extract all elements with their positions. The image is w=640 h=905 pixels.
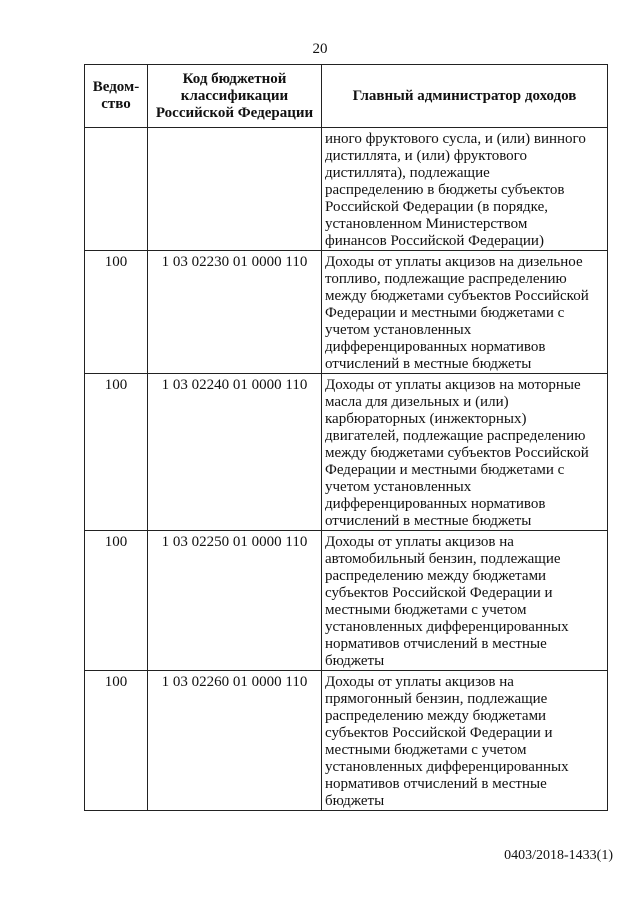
table-row (85, 531, 608, 671)
budget-code-cell: 1 03 02260 01 0000 110 (148, 671, 322, 811)
description-line: местными бюджетами с учетом (325, 602, 527, 618)
table-header-row (85, 65, 608, 128)
description-line: Доходы от уплаты акцизов на дизельное (325, 254, 583, 270)
description-line: дистиллята), подлежащие (325, 165, 490, 181)
description-line: автомобильный бензин, подлежащие (325, 551, 561, 567)
description-cell (322, 531, 608, 671)
description-line: распределению в бюджеты субъектов (325, 182, 565, 198)
description-line: иного фруктового сусла, и (или) винного (325, 131, 586, 147)
table-row (85, 374, 608, 531)
description-line: Российской Федерации (в порядке, (325, 199, 548, 215)
description-line: между бюджетами субъектов Российской (325, 445, 589, 461)
description-line: нормативов отчислений в местные (325, 776, 547, 792)
header-revenue-administrator (322, 65, 608, 128)
description-line: установленных дифференцированных (325, 759, 569, 775)
description-line: субъектов Российской Федерации и (325, 585, 553, 601)
description-line: распределению между бюджетами (325, 568, 547, 584)
description-line: бюджеты (325, 653, 385, 669)
table-row (85, 251, 608, 374)
description-line: масла для дизельных и (или) (325, 394, 509, 410)
description-line: дифференцированных нормативов (325, 496, 546, 512)
header-budget-code-line: классификации (180, 87, 289, 104)
header-budget-code (148, 65, 322, 128)
description-line: распределению между бюджетами (325, 708, 547, 724)
description-cell (322, 671, 608, 811)
description-line: местными бюджетами с учетом (325, 742, 527, 758)
description-line: Федерации и местными бюджетами с (325, 305, 565, 321)
header-budget-code-line: Код бюджетной (182, 70, 287, 87)
header-budget-code-line: Российской Федерации (155, 104, 314, 121)
description-line: топливо, подлежащие распределению (325, 271, 567, 287)
header-department (85, 65, 148, 128)
description-line: Федерации и местными бюджетами с (325, 462, 565, 478)
description-line: карбюраторных (инжекторных) (325, 411, 527, 427)
description-cell (322, 374, 608, 531)
page-number: 20 (312, 41, 328, 57)
description-line: дифференцированных нормативов (325, 339, 546, 355)
budget-classification-table (84, 64, 608, 811)
description-line: учетом установленных (325, 479, 472, 495)
header-revenue-administrator-line: Главный администратор доходов (352, 87, 577, 104)
description-line: нормативов отчислений в местные (325, 636, 547, 652)
description-line: дистиллята, и (или) фруктового (325, 148, 527, 164)
description-line: отчислений в местные бюджеты (325, 356, 532, 372)
description-cell (322, 128, 608, 251)
department-cell: 100 (85, 671, 148, 811)
header-department-line: ство (101, 96, 131, 112)
description-line: финансов Российской Федерации) (325, 233, 544, 249)
budget-code-cell: 1 03 02250 01 0000 110 (148, 531, 322, 671)
description-line: отчислений в местные бюджеты (325, 513, 532, 529)
budget-code-cell: 1 03 02240 01 0000 110 (148, 374, 322, 531)
description-line: прямогонный бензин, подлежащие (325, 691, 548, 707)
table-row (85, 671, 608, 811)
description-line: двигателей, подлежащие распределению (325, 428, 586, 444)
department-cell (85, 128, 148, 251)
department-cell: 100 (85, 374, 148, 531)
description-line: установленном Министерством (325, 216, 528, 232)
description-line: Доходы от уплаты акцизов на (325, 534, 514, 550)
description-line: субъектов Российской Федерации и (325, 725, 553, 741)
department-cell: 100 (85, 251, 148, 374)
budget-code-cell (148, 128, 322, 251)
header-department-line: Ведом- (92, 79, 140, 95)
department-cell: 100 (85, 531, 148, 671)
description-line: Доходы от уплаты акцизов на моторные (325, 377, 581, 393)
budget-code-cell: 1 03 02230 01 0000 110 (148, 251, 322, 374)
description-line: учетом установленных (325, 322, 472, 338)
document-number: 0403/2018-1433(1) (504, 848, 613, 863)
description-line: между бюджетами субъектов Российской (325, 288, 589, 304)
description-line: установленных дифференцированных (325, 619, 569, 635)
description-line: бюджеты (325, 793, 385, 809)
table-row (85, 128, 608, 251)
description-cell (322, 251, 608, 374)
description-line: Доходы от уплаты акцизов на (325, 674, 514, 690)
